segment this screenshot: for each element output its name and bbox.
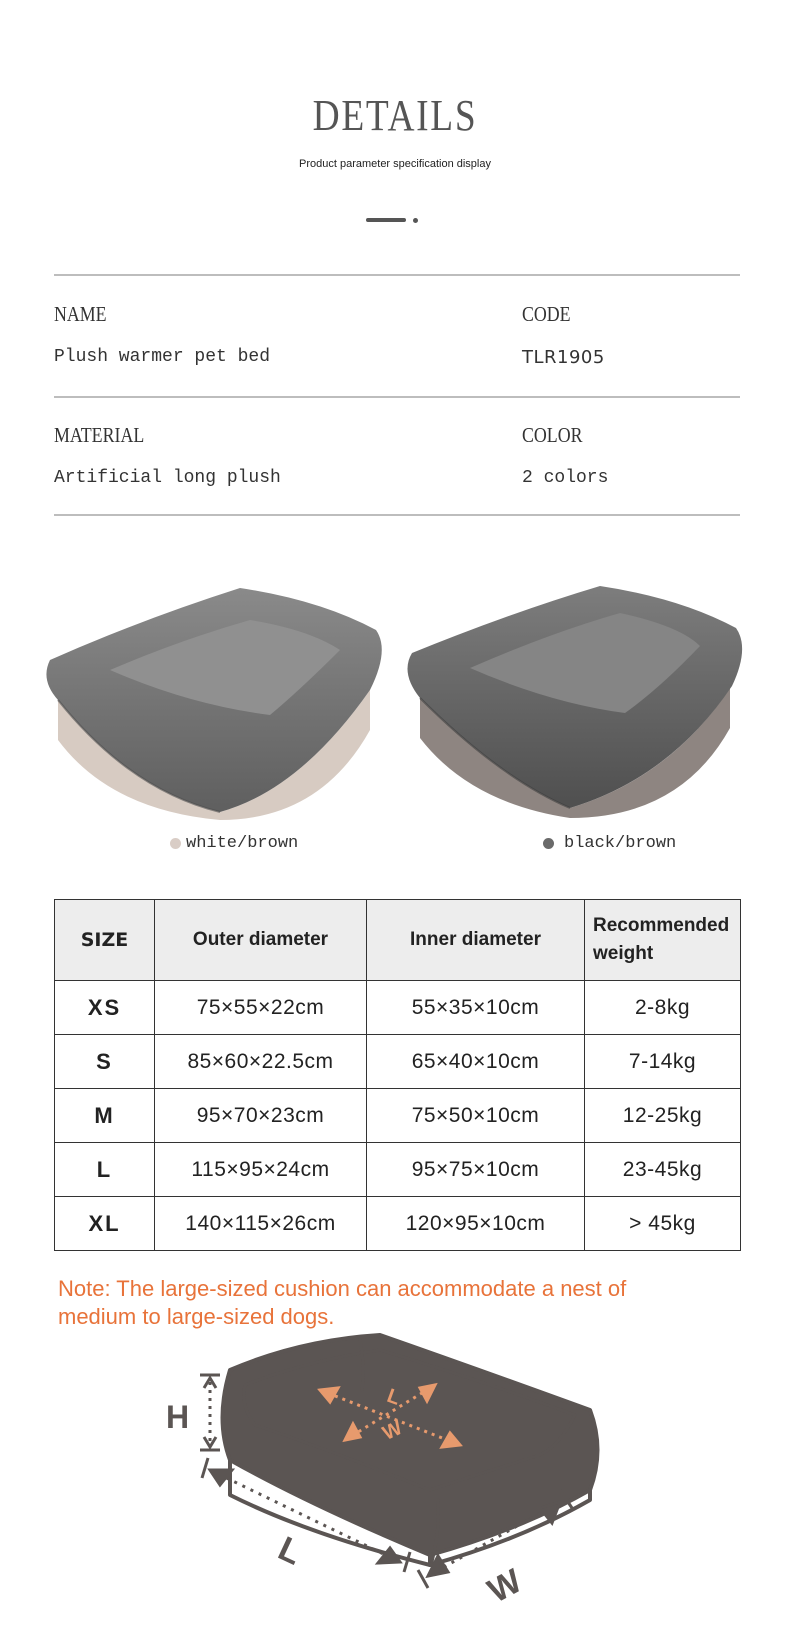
table-row (55, 1035, 741, 1089)
header-inner-diameter: Inner diameter (367, 900, 585, 981)
material-label: MATERIAL (54, 423, 145, 447)
bed-outline (223, 1335, 598, 1565)
table-row (55, 981, 741, 1035)
inner-diameter-cell: 65×40×10cm (367, 1035, 585, 1089)
black-brown-swatch (543, 838, 554, 849)
size-cell: XL (55, 1197, 155, 1251)
table-row (55, 1089, 741, 1143)
spec-divider-top (54, 274, 740, 276)
code-label: CODE (522, 302, 571, 326)
outer-diameter-cell: 75×55×22cm (155, 981, 367, 1035)
spec-divider-middle (54, 396, 740, 398)
size-cell: M (55, 1089, 155, 1143)
white-brown-swatch (170, 838, 181, 849)
outer-diameter-cell: 85×60×22.5cm (155, 1035, 367, 1089)
size-cell: XS (55, 981, 155, 1035)
dimension-diagram (160, 1330, 620, 1630)
inner-diameter-cell: 55×35×10cm (367, 981, 585, 1035)
inner-width-label: W (379, 1416, 406, 1445)
product-image-white-brown (40, 580, 390, 820)
header-size: SIZE (55, 900, 155, 981)
outer-diameter-cell: 95×70×23cm (155, 1089, 367, 1143)
inner-diameter-cell: 75×50×10cm (367, 1089, 585, 1143)
header-outer-diameter: Outer diameter (155, 900, 367, 981)
table-row (55, 1143, 741, 1197)
inner-diameter-cell: 120×95×10cm (367, 1197, 585, 1251)
title-divider-dash (366, 218, 406, 222)
outer-diameter-cell: 140×115×26cm (155, 1197, 367, 1251)
page-subtitle: Product parameter specification display (299, 158, 491, 170)
height-label: H (166, 1399, 190, 1435)
weight-cell: > 45kg (585, 1197, 741, 1251)
length-label: L (272, 1529, 308, 1573)
spec-divider-bottom (54, 514, 740, 516)
black-brown-caption: black/brown (564, 834, 677, 853)
size-cell: S (55, 1035, 155, 1089)
table-row (55, 1197, 741, 1251)
size-note: Note: The large-sized cushion can accommodate a nest of medium to large-sized dogs. (58, 1276, 627, 1329)
weight-cell: 23-45kg (585, 1143, 741, 1197)
white-brown-caption: white/brown (186, 834, 299, 853)
size-table-header (55, 900, 741, 981)
inner-diameter-cell: 95×75×10cm (367, 1143, 585, 1197)
product-image-black-brown (400, 578, 750, 818)
title-divider-dot (413, 218, 418, 223)
color-label: COLOR (522, 423, 583, 447)
width-label: W (481, 1561, 528, 1611)
color-value: 2 colors (522, 468, 609, 488)
size-table (54, 899, 741, 1251)
code-value: TLR1905 (522, 347, 605, 368)
name-value: Plush warmer pet bed (54, 347, 271, 367)
outer-diameter-cell: 115×95×24cm (155, 1143, 367, 1197)
weight-cell: 12-25kg (585, 1089, 741, 1143)
page-title: DETAILS (312, 91, 478, 140)
name-label: NAME (54, 302, 107, 326)
inner-length-label: L (384, 1384, 404, 1410)
weight-cell: 7-14kg (585, 1035, 741, 1089)
material-value: Artificial long plush (54, 468, 281, 488)
header-recommended-weight: Recommended weight (585, 900, 741, 981)
size-cell: L (55, 1143, 155, 1197)
weight-cell: 2-8kg (585, 981, 741, 1035)
height-arrow (200, 1375, 220, 1450)
